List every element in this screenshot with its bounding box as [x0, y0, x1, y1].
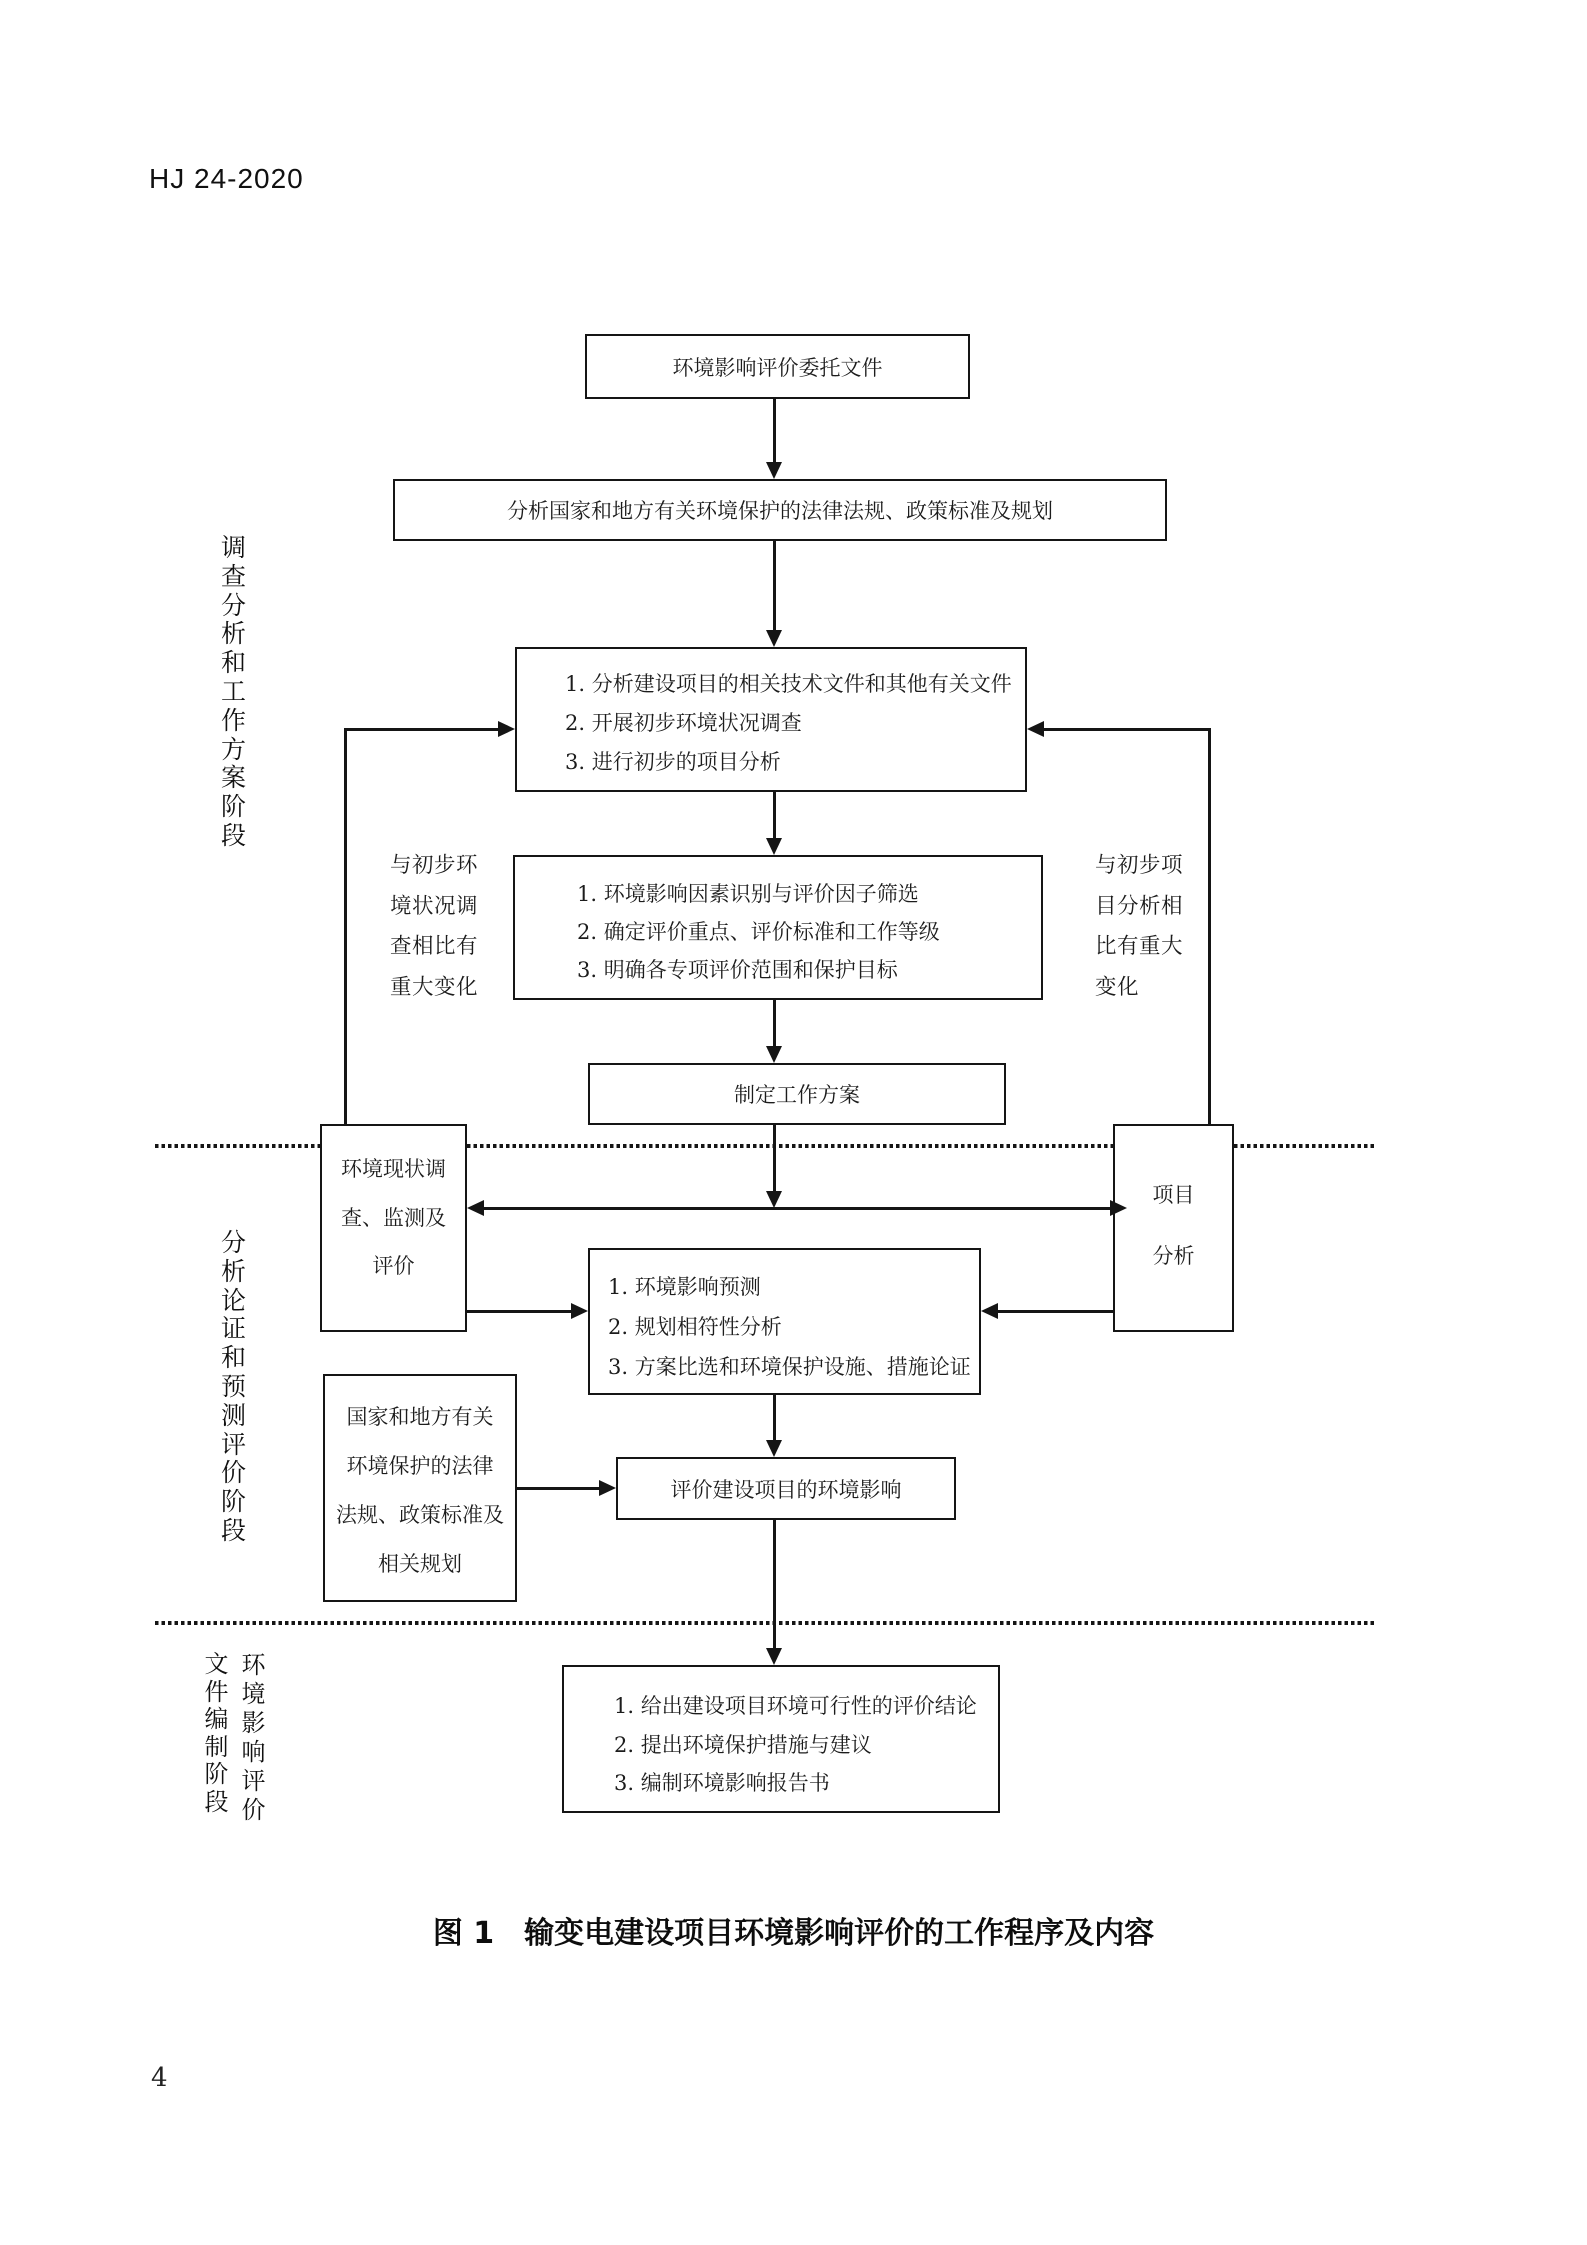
report-item-2: 2. 提出环境保护措施与建议 — [614, 1732, 872, 1757]
box-preliminary-work — [515, 647, 1027, 792]
box-project-analysis — [1113, 1124, 1234, 1332]
report-item-3: 3. 编制环境影响报告书 — [614, 1771, 830, 1795]
arrowhead-double-left — [467, 1200, 484, 1216]
loop-right-line-2: 目分析相 — [1095, 893, 1184, 919]
arrowhead-screening-to-workplan — [766, 1046, 782, 1063]
loop-right-line-3: 比有重大 — [1095, 934, 1184, 959]
stage-label-survey-analysis: 调查分析和工作方案阶段 — [220, 533, 246, 850]
loop-right-line-4: 变化 — [1095, 974, 1140, 1000]
arrowhead-preliminary-to-screening — [766, 838, 782, 855]
arrowhead-prediction-to-evaluate — [766, 1440, 782, 1457]
laws-box-line-2: 环境保护的法律 — [346, 1454, 494, 1478]
loop-label-left — [390, 846, 478, 1008]
connector-status-project-double — [483, 1207, 1111, 1210]
laws-box-line-3: 法规、政策标准及 — [336, 1503, 504, 1527]
box-laws-plans — [323, 1374, 517, 1602]
arrowhead-lawsbox-to-evaluate — [599, 1480, 616, 1496]
box-evaluate-impact-label: 评价建设项目的环境影响 — [670, 1477, 902, 1502]
arrowhead-workplan-down — [766, 1191, 782, 1208]
box-analyze-laws — [393, 479, 1167, 541]
screening-item-2: 2. 确定评价重点、评价标准和工作等级 — [577, 920, 940, 944]
loop-left-line-3: 查相比有 — [390, 934, 479, 959]
connector-status-to-prediction — [467, 1310, 574, 1313]
box-report — [562, 1665, 1000, 1813]
connector-project-to-prediction — [996, 1310, 1113, 1313]
loop-left-line-4: 重大变化 — [390, 974, 479, 1000]
connector-laws-to-preliminary — [773, 541, 776, 631]
arrowhead-double-right — [1110, 1200, 1127, 1216]
stage-label-doc-compilation-outer: 文件编制阶段 — [204, 1650, 229, 1816]
project-analysis-line-2: 分析 — [1152, 1244, 1195, 1268]
prediction-item-2: 2. 规划相符性分析 — [608, 1315, 782, 1339]
preliminary-item-2: 2. 开展初步环境状况调查 — [565, 711, 802, 735]
connector-evaluate-to-report — [773, 1520, 776, 1649]
loop-label-right — [1095, 846, 1183, 1008]
arrowhead-laws-to-preliminary — [766, 630, 782, 647]
connector-prediction-to-evaluate — [773, 1395, 776, 1442]
page-number: 4 — [151, 2063, 168, 2093]
arrowhead-status-to-prediction — [571, 1303, 588, 1319]
box-prediction — [588, 1248, 981, 1395]
connector-workplan-down — [773, 1125, 776, 1193]
screening-item-1: 1. 环境影响因素识别与评价因子筛选 — [577, 882, 919, 906]
arrowhead-entrust-to-laws — [766, 462, 782, 479]
connector-entrust-to-laws — [773, 399, 776, 463]
connector-lawsbox-to-evaluate — [517, 1487, 601, 1490]
project-analysis-line-1: 项目 — [1152, 1183, 1195, 1207]
stage-label-analysis-prediction: 分析论证和预测评价阶段 — [220, 1228, 246, 1545]
laws-box-line-1: 国家和地方有关 — [346, 1405, 494, 1429]
box-env-status-survey — [320, 1124, 467, 1332]
laws-box-line-4: 相关规划 — [378, 1552, 462, 1576]
box-analyze-laws-label: 分析国家和地方有关环境保护的法律法规、政策标准及规划 — [507, 499, 1053, 523]
loop-left-line-1: 与初步环 — [390, 853, 479, 878]
report-item-1: 1. 给出建设项目环境可行性的评价结论 — [614, 1694, 977, 1718]
box-entrust-document-label: 环境影响评价委托文件 — [672, 355, 883, 380]
env-status-line-1: 环境现状调 — [341, 1157, 446, 1181]
box-work-plan-label: 制定工作方案 — [734, 1083, 860, 1107]
loop-left-line-2: 境状况调 — [390, 893, 479, 919]
box-entrust-document — [585, 334, 970, 399]
loop-right-vertical-line — [1208, 728, 1211, 1125]
loop-left-horizontal-line — [344, 728, 500, 731]
prediction-item-1: 1. 环境影响预测 — [608, 1275, 761, 1299]
arrowhead-project-to-prediction — [981, 1303, 998, 1319]
preliminary-item-1: 1. 分析建设项目的相关技术文件和其他有关文件 — [565, 672, 1012, 696]
connector-screening-to-workplan — [773, 1000, 776, 1048]
box-work-plan — [588, 1063, 1006, 1125]
preliminary-item-3: 3. 进行初步的项目分析 — [565, 750, 781, 774]
box-screening — [513, 855, 1043, 1000]
stage-divider-2 — [155, 1621, 1375, 1625]
loop-left-vertical-line — [344, 728, 347, 1125]
loop-right-line-1: 与初步项 — [1095, 853, 1184, 878]
env-status-line-2: 查、监测及 — [341, 1205, 446, 1230]
arrowhead-loop-right — [1027, 721, 1044, 737]
arrowhead-loop-left — [498, 721, 515, 737]
env-status-line-3: 评价 — [372, 1254, 415, 1278]
arrowhead-evaluate-to-report — [766, 1648, 782, 1665]
loop-right-horizontal-line — [1043, 728, 1210, 731]
figure-caption: 图 1 输变电建设项目环境影响评价的工作程序及内容 — [432, 1916, 1155, 1951]
box-evaluate-impact — [616, 1457, 956, 1520]
document-code-header: HJ 24-2020 — [149, 163, 304, 194]
connector-preliminary-to-screening — [773, 792, 776, 839]
stage-label-doc-compilation-inner: 环境影响评价 — [241, 1651, 266, 1824]
prediction-item-3: 3. 方案比选和环境保护设施、措施论证 — [608, 1355, 971, 1379]
screening-item-3: 3. 明确各专项评价范围和保护目标 — [577, 958, 898, 982]
